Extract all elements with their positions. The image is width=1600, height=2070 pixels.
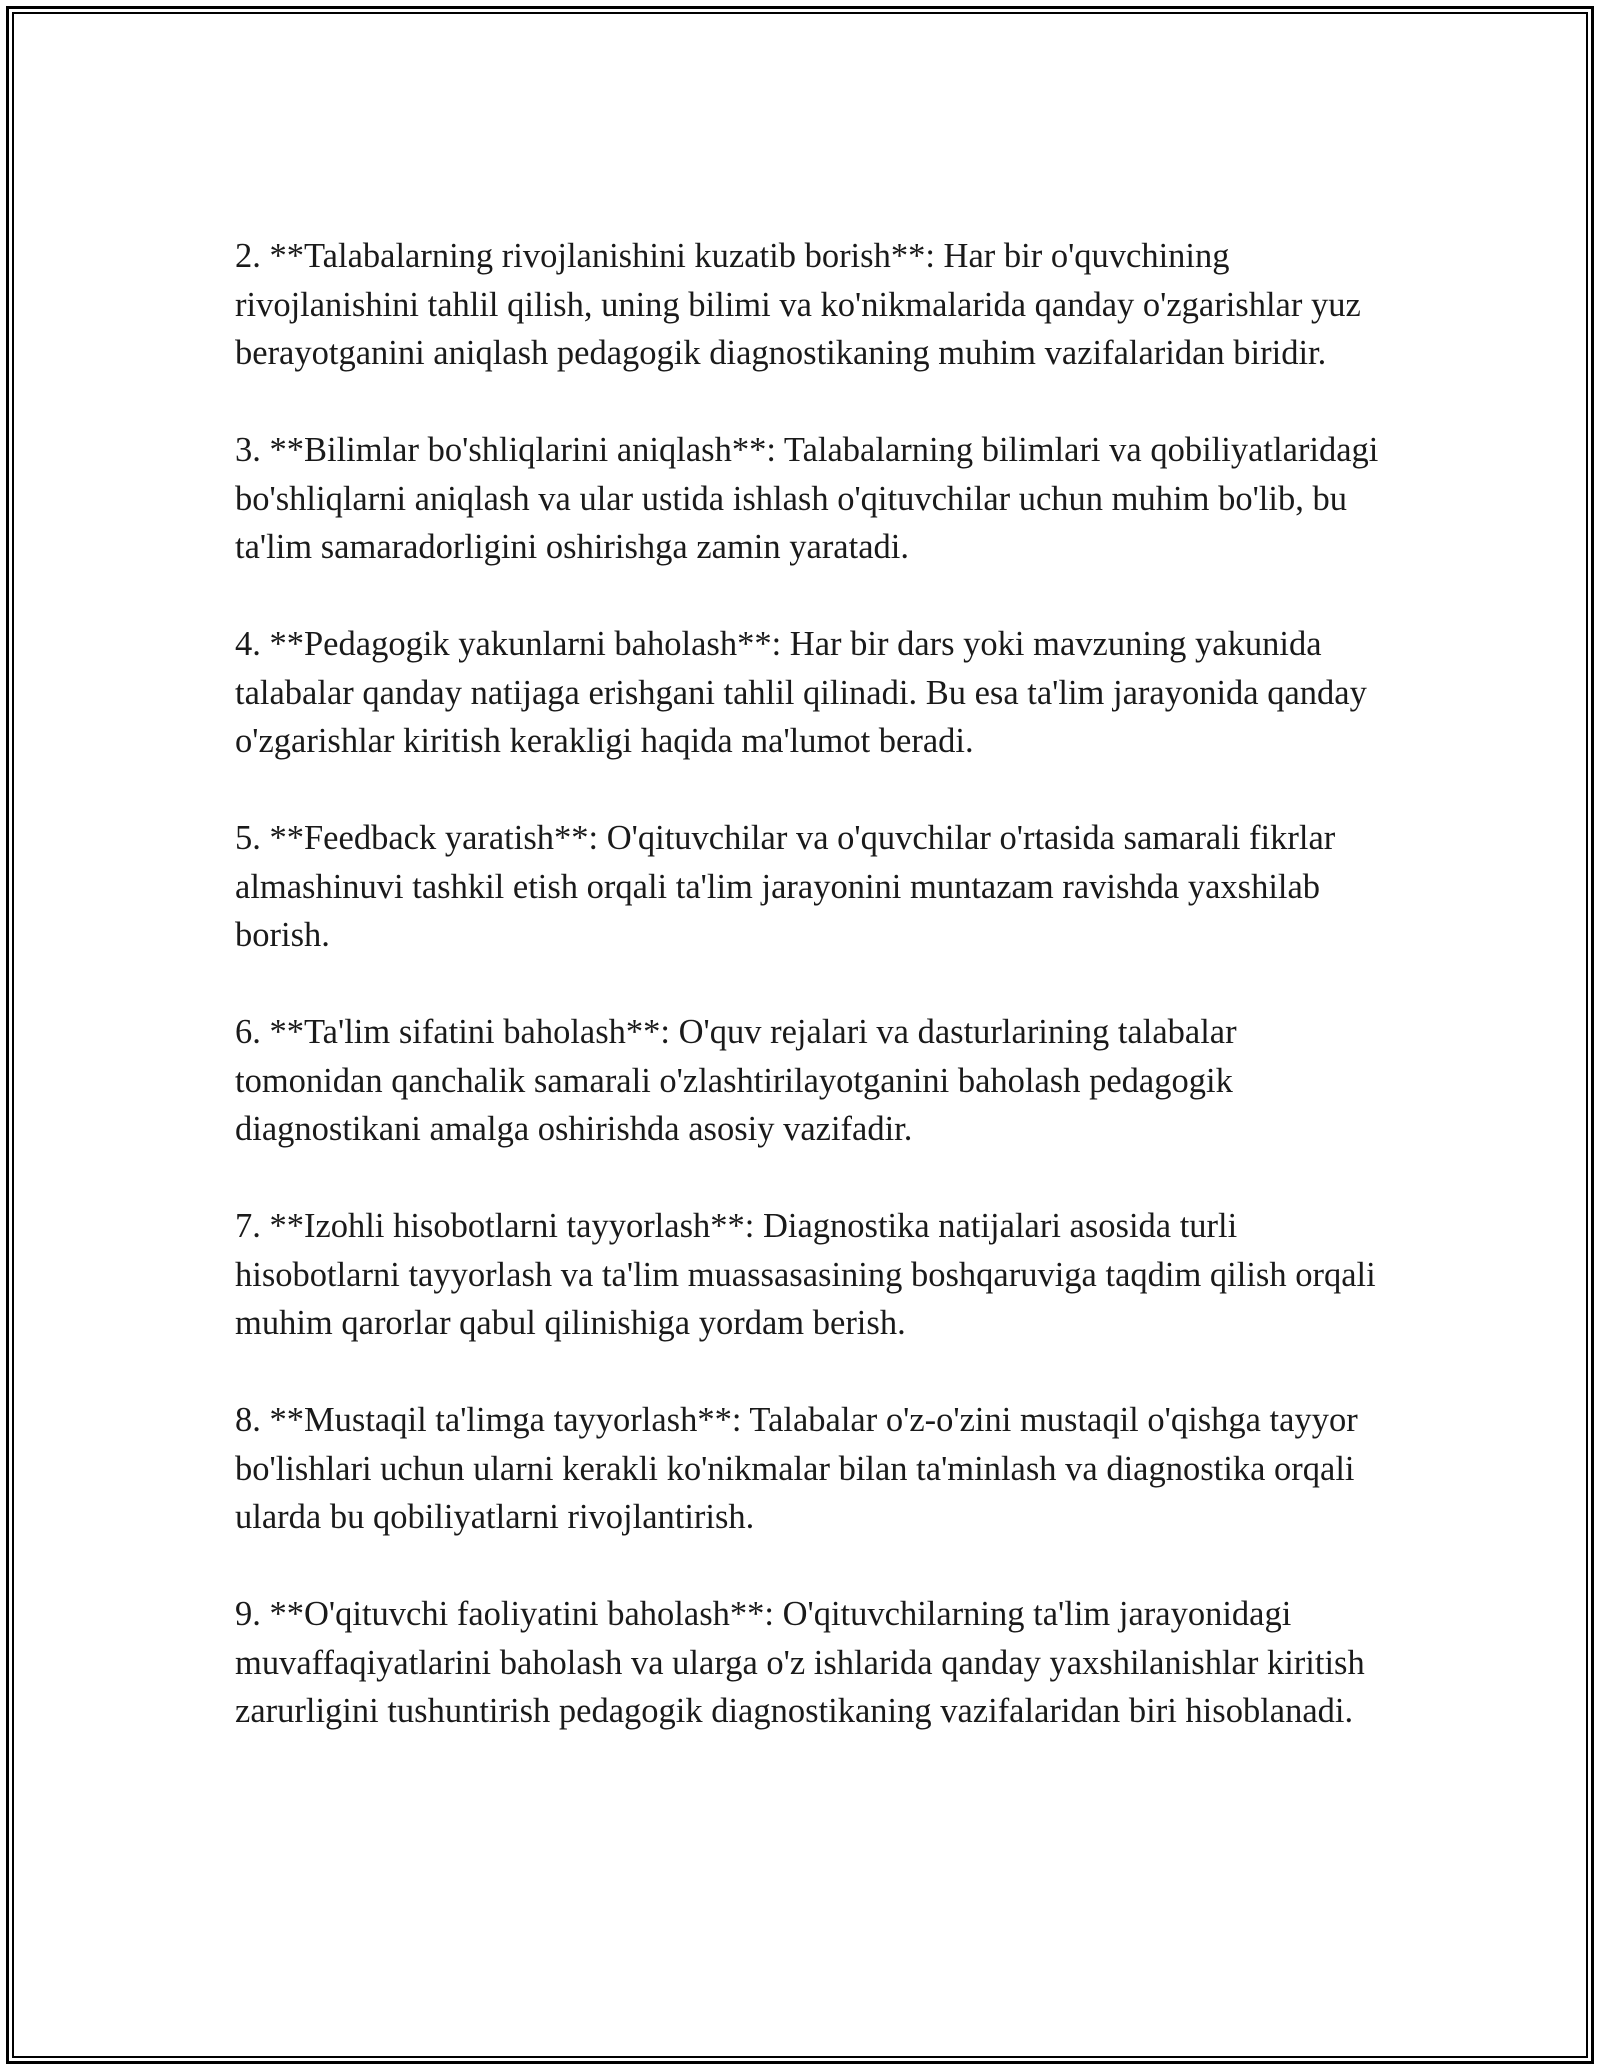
paragraph-item-5: 5. **Feedback yaratish**: O'qituvchilar va o'quvchilar o'rtasida samarali fikrlar almashinuvi tashkil etish orqali ta'lim jarayonini muntazam ravishda yaxshilab borish. [235, 819, 1336, 954]
paragraph-item-3: 3. **Bilimlar bo'shliqlarini aniqlash**: Talabalarning bilimlari va qobiliyatlaridagi bo'shliqlarni aniqlash va ular ustida ishlash o'qituvchilar uchun muhim bo'lib, bu ta'lim samaradorligini oshirishga zamin yaratadi. [235, 431, 1379, 566]
paragraph-item-9: 9. **O'qituvchi faoliyatini baholash**: O'qituvchilarning ta'lim jarayonidagi muvaffaqiyatlarini baholash va ularga o'z ishlarida qanday yaxshilanishlar kiritish zarurligini tushuntirish pedagogik diagnostikaning vazifalaridan biri hisoblanadi. [235, 1595, 1365, 1730]
document-body [235, 232, 1385, 1784]
paragraph-item-6: 6. **Ta'lim sifatini baholash**: O'quv rejalari va dasturlarining talabalar tomonidan qanchalik samarali o'zlashtirilayotganini baholash pedagogik diagnostikani amalga oshirishda asosiy vazifadir. [235, 1013, 1237, 1148]
paragraph-item-7: 7. **Izohli hisobotlarni tayyorlash**: Diagnostika natijalari asosida turli hisobotlarni tayyorlash va ta'lim muassasasining boshqaruviga taqdim qilish orqali muhim qarorlar qabul qilinishiga yordam berish. [235, 1207, 1376, 1342]
paragraph-item-8: 8. **Mustaqil ta'limga tayyorlash**: Talabalar o'z-o'zini mustaqil o'qishga tayyor bo'lishlari uchun ularni kerakli ko'nikmalar bilan ta'minlash va diagnostika orqali ularda bu qobiliyatlarni rivojlantirish. [235, 1401, 1358, 1536]
paragraph-item-4: 4. **Pedagogik yakunlarni baholash**: Har bir dars yoki mavzuning yakunida talabalar qanday natijaga erishgani tahlil qilinadi. Bu esa ta'lim jarayonida qanday o'zgarishlar kiritish kerakligi haqida ma'lumot beradi. [235, 625, 1367, 760]
paragraph-item-2: 2. **Talabalarning rivojlanishini kuzatib borish**: Har bir o'quvchining rivojlanishini tahlil qilish, uning bilimi va ko'nikmalarida qanday o'zgarishlar yuz berayotganini aniqlash pedagogik diagnostikaning muhim vazifalaridan biridir. [235, 237, 1361, 372]
